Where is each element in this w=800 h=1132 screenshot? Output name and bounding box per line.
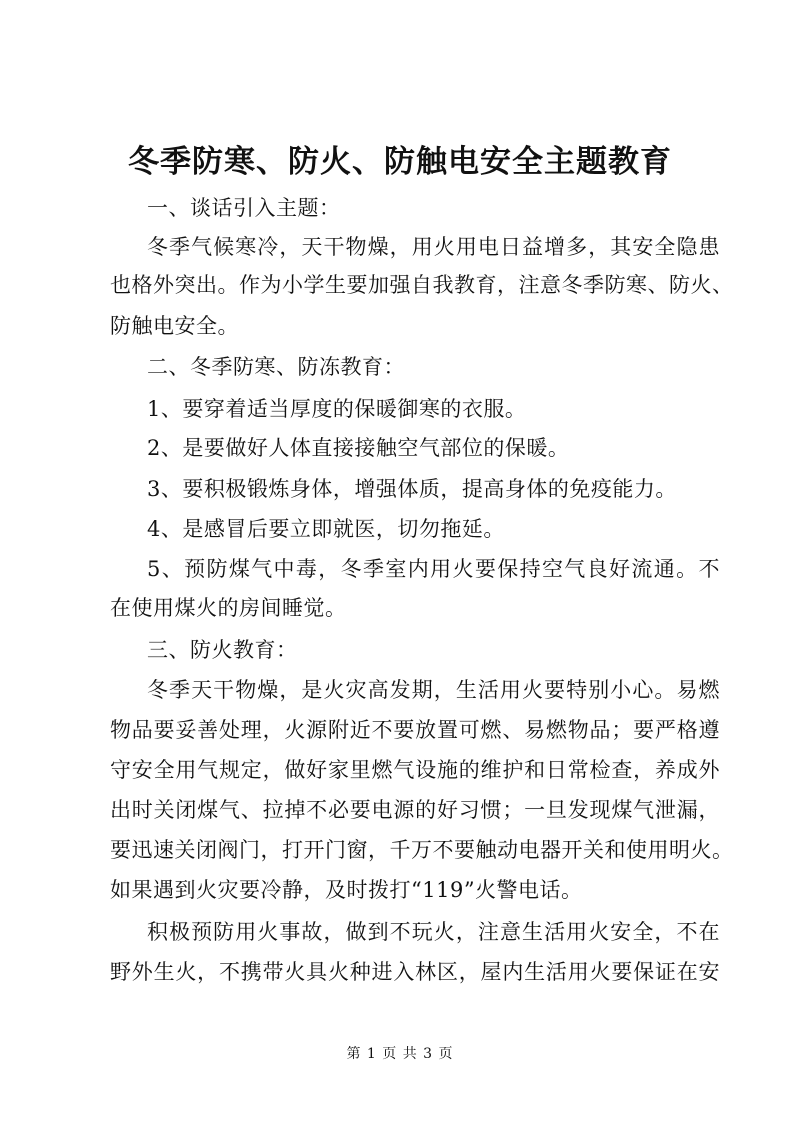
- paragraph-line: 冬季天干物燥，是火灾高发期，生活用火要特别小心。易燃: [147, 678, 720, 702]
- section-heading-3: 三、防火教育：: [147, 638, 298, 662]
- list-item: 2、是要做好人体直接接触空气部位的保暖。: [147, 436, 570, 460]
- list-item: 5、预防煤气中毒，冬季室内用火要保持空气良好流通。不: [147, 557, 720, 581]
- paragraph-line: 野外生火，不携带火具火种进入林区，屋内生活用火要保证在安: [110, 960, 720, 984]
- paragraph-line: 出时关闭煤气、拉掉不必要电源的好习惯；一旦发现煤气泄漏，: [110, 798, 720, 822]
- list-item: 3、要积极锻炼身体，增强体质，提高身体的免疫能力。: [147, 477, 677, 501]
- list-item: 4、是感冒后要立即就医，切勿拖延。: [147, 517, 505, 541]
- list-item: 1、要穿着适当厚度的保暖御寒的衣服。: [147, 397, 527, 421]
- paragraph-line: 防触电安全。: [110, 314, 239, 338]
- paragraph-line: 要迅速关闭阀门，打开门窗，千万不要触动电器开关和使用明火。: [110, 838, 734, 862]
- section-heading-1: 一、谈话引入主题：: [147, 196, 341, 220]
- paragraph-line: 守安全用气规定，做好家里燃气设施的维护和日常检查，养成外: [110, 758, 720, 782]
- page-footer: 第 1 页 共 3 页: [346, 1046, 454, 1062]
- paragraph-line: 如果遇到火灾要冷静，及时拨打“119”火警电话。: [110, 878, 583, 902]
- paragraph-line: 冬季气候寒冷，天干物燥，用火用电日益增多，其安全隐患: [147, 235, 720, 259]
- document-title: 冬季防寒、防火、防触电安全主题教育: [128, 144, 672, 180]
- paragraph-line: 物品要妥善处理，火源附近不要放置可燃、易燃物品；要严格遵: [110, 718, 720, 742]
- paragraph-line: 也格外突出。作为小学生要加强自我教育，注意冬季防寒、防火、: [110, 273, 734, 297]
- list-item-continuation: 在使用煤火的房间睡觉。: [110, 596, 347, 620]
- section-heading-2: 二、冬季防寒、防冻教育：: [147, 355, 405, 379]
- paragraph-line: 积极预防用火事故，做到不玩火，注意生活用火安全，不在: [147, 920, 720, 944]
